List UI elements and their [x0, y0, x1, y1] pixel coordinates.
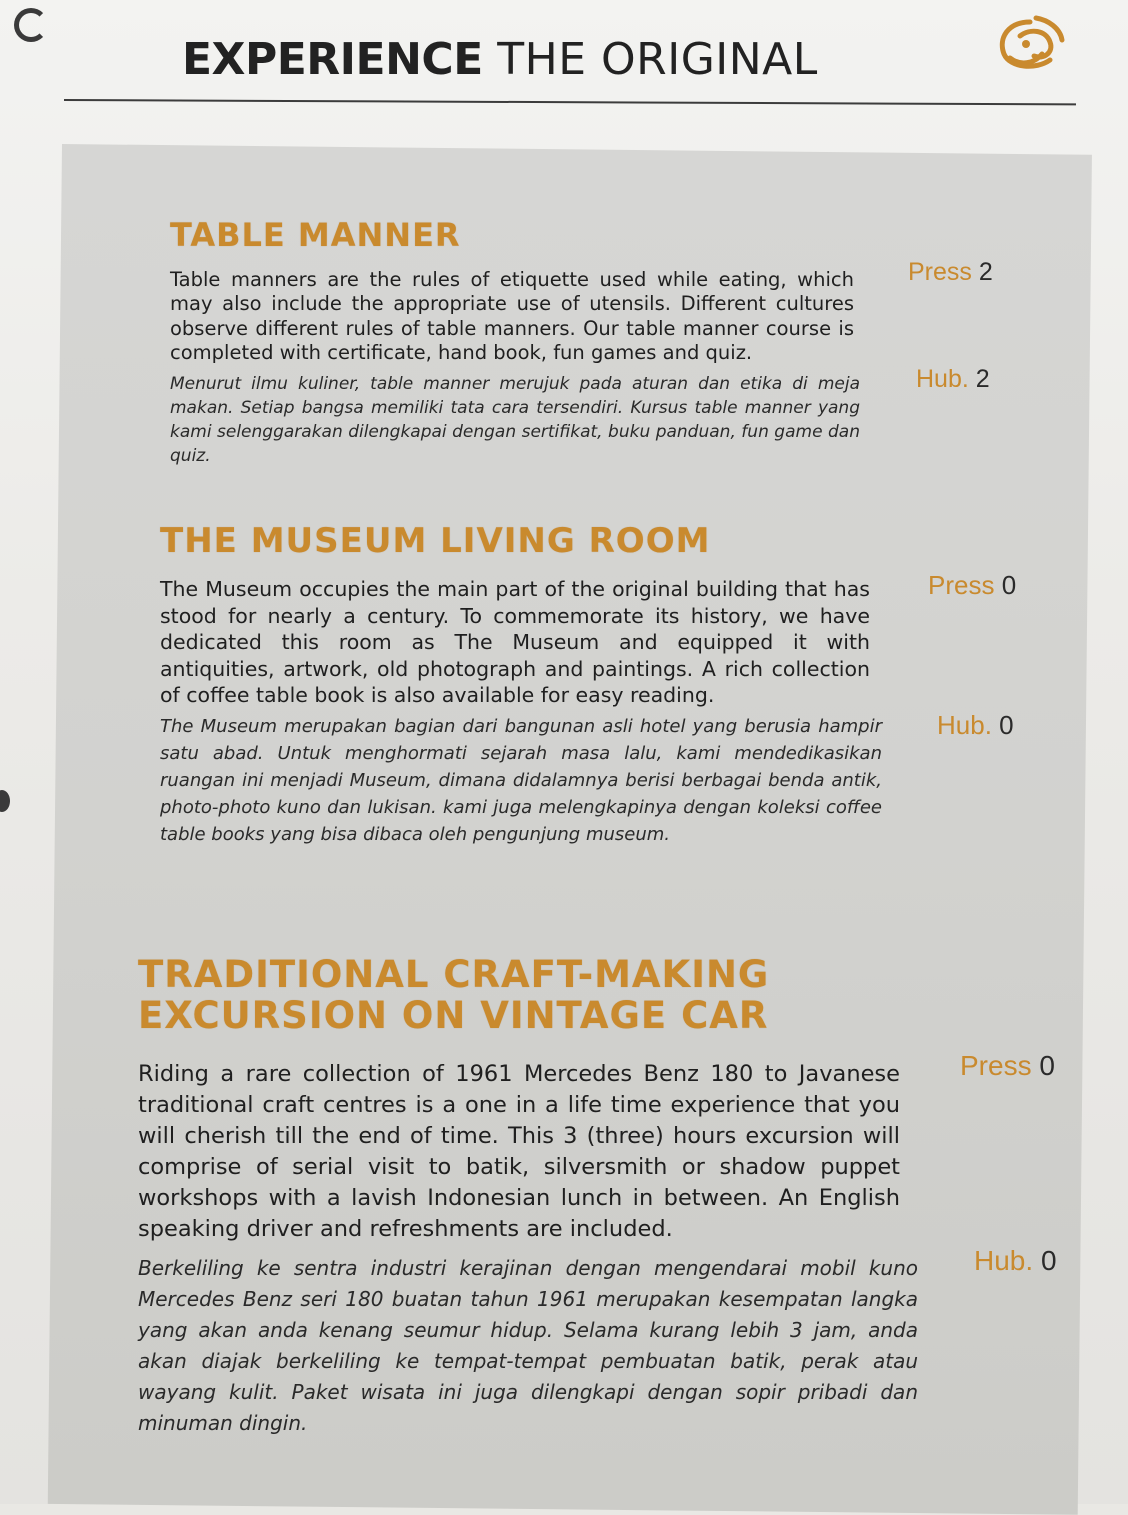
- press-label: Press: [908, 258, 972, 286]
- press-number: 2: [978, 258, 993, 286]
- section-title-line: TRADITIONAL CRAFT-MAKING: [138, 953, 770, 996]
- press-label: Press: [960, 1050, 1032, 1081]
- section-english-text: Riding a rare collection of 1961 Mercedes Benz 180 to Javanese traditional craft centres is a one in a life time experience that you will cherish till the end of time. This 3 (three) hours excursion will comprise of serial visit to batik, silversmith or shadow puppet workshops with a lavish Indonesian lunch in between. An English speaking driver and refreshments are included.: [138, 1060, 900, 1242]
- hub-extension: [937, 710, 1014, 741]
- page-title-bold: EXPERIENCE: [182, 34, 483, 85]
- section-english-text: The Museum occupies the main part of the original building that has stood for nearly a century. To commemorate its history, we have dedicated this room as The Museum and equipped it with antiquities, artwork, old photograph and paintings. A rich collection of coffee table book is also available for easy reading.: [160, 577, 870, 708]
- binder-hole-icon: [0, 790, 10, 812]
- hub-number: 0: [1040, 1245, 1057, 1276]
- section-indonesian-text: Berkeliling ke sentra industri kerajinan dengan mengendarai mobil kuno Mercedes Benz seri 180 buatan tahun 1961 merupakan kesempatan langka yang akan anda kenang seumur hidup. Selama kurang lebih 3 jam, anda akan diajak berkeliling ke tempat-tempat pembuatan batik, perak atau wayang kulit. Paket wisata ini juga dilengkapi dengan sopir pribadi dan minuman dingin.: [138, 1255, 918, 1435]
- section-title-line: EXCURSION ON VINTAGE CAR: [138, 994, 769, 1038]
- hub-extension: [916, 365, 990, 394]
- hub-extension: [974, 1245, 1057, 1277]
- section-title: [170, 218, 870, 254]
- section-title-line: TABLE MANNER: [170, 216, 461, 254]
- section-table-manner: [170, 218, 870, 468]
- press-number: 0: [1039, 1050, 1055, 1081]
- phoenix-logo-icon: [990, 14, 1070, 74]
- section-title-line: THE MUSEUM LIVING ROOM: [160, 521, 711, 561]
- binder-ring-icon: [14, 8, 48, 42]
- page-title-light: THE ORIGINAL: [497, 34, 818, 85]
- section-indonesian-text: Menurut ilmu kuliner, table manner merujuk pada aturan dan etika di meja makan. Setiap bangsa memiliki tata cara tersendiri. Kursus table manner yang kami selenggarakan dilengkapai dengan sertifikat, buku panduan, fun game dan quiz.: [170, 373, 860, 466]
- section-indonesian-text: The Museum merupakan bagian dari bangunan asli hotel yang berusia hampir satu abad. Untuk menghormati sejarah masa lalu, kami mendedikasikan ruangan ini menjadi Museum, dimana didalamnya berisi berbagai benda antik, photo-photo kuno dan lukisan. kami juga melengkapinya dengan koleksi coffee table books yang bisa dibaca oleh pengunjung museum.: [160, 715, 882, 845]
- hub-number: 2: [975, 365, 990, 393]
- press-extension: [908, 258, 993, 287]
- section-title: [138, 954, 918, 1037]
- press-extension: [928, 570, 1016, 601]
- hub-label: Hub.: [937, 710, 992, 740]
- section-title: [160, 522, 880, 560]
- press-label: Press: [928, 570, 995, 600]
- hub-label: Hub.: [916, 365, 969, 393]
- press-number: 0: [1001, 570, 1017, 600]
- section-craft-excursion: [138, 954, 918, 1439]
- hub-label: Hub.: [974, 1245, 1034, 1276]
- page-title: [182, 34, 818, 85]
- press-extension: [960, 1050, 1055, 1082]
- header-divider: [64, 99, 1076, 105]
- section-museum-living-room: [160, 522, 880, 848]
- section-english-text: Table manners are the rules of etiquette used while eating, which may also include the appropriate use of utensils. Different cultures observe different rules of table manners. Our table manner course is completed with certificate, hand book, fun games and quiz.: [170, 267, 854, 365]
- hub-number: 0: [999, 710, 1014, 740]
